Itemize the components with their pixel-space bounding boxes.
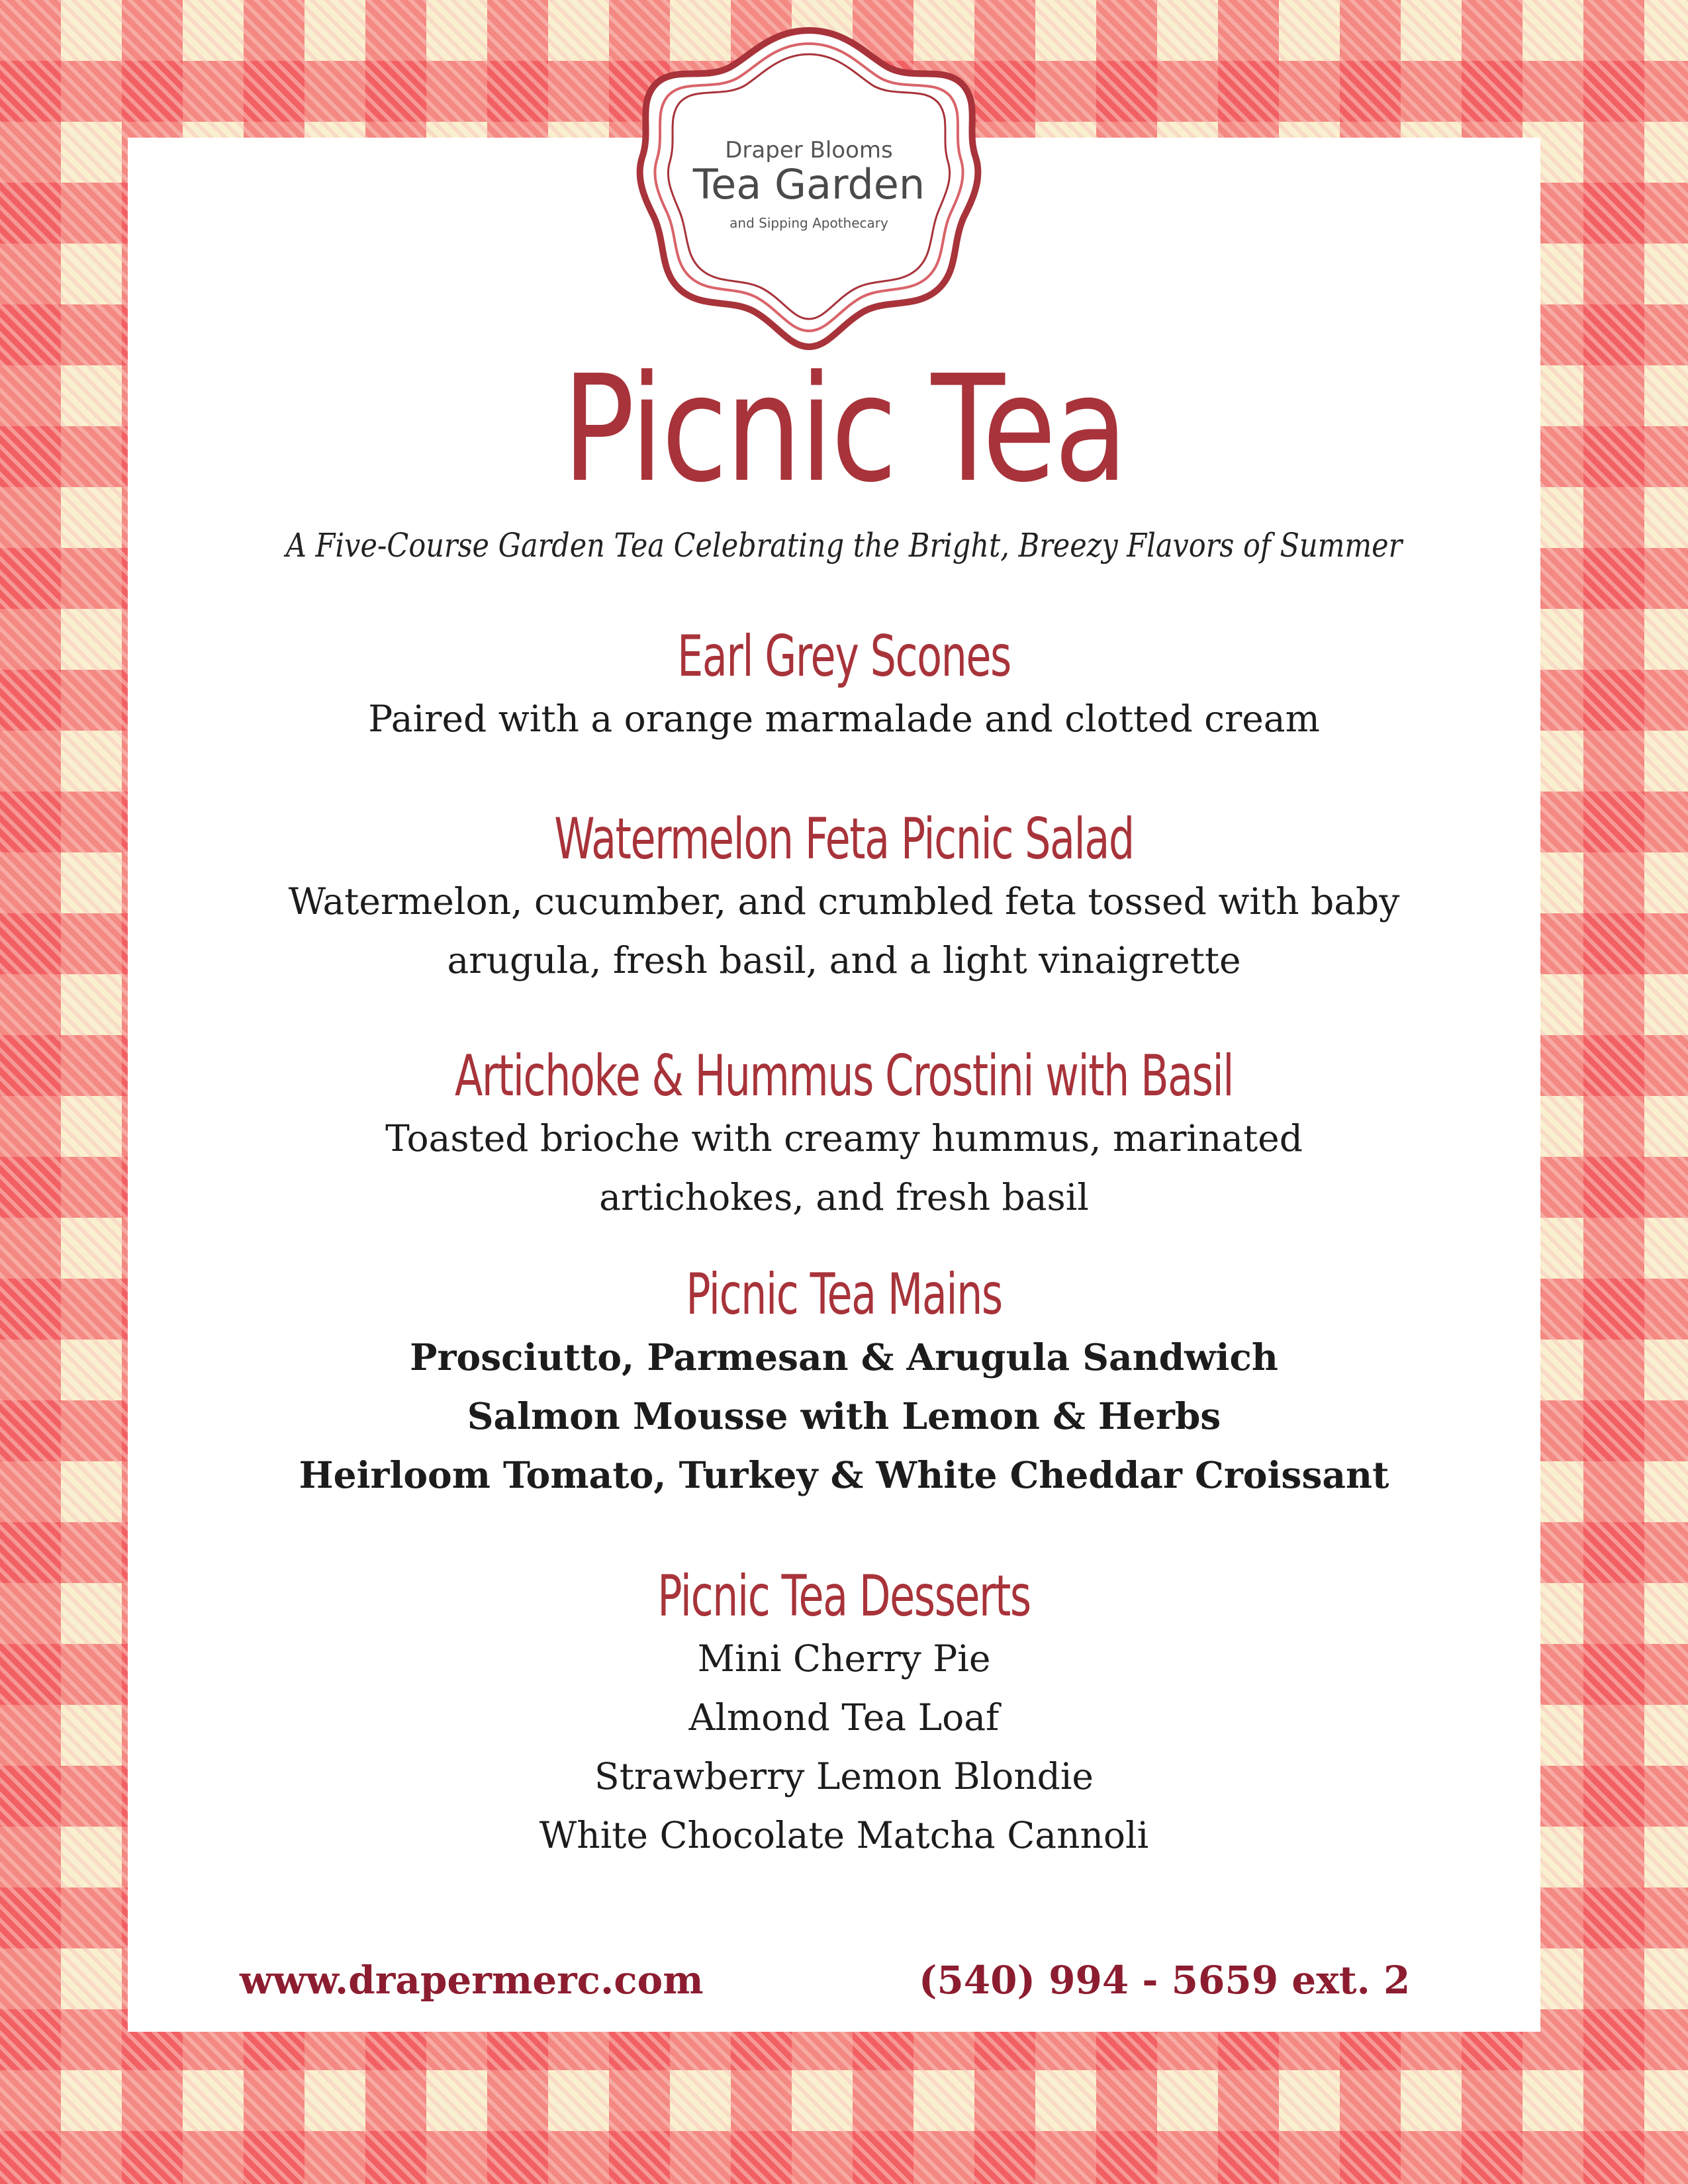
page-title: Picnic Tea	[562, 344, 1126, 515]
website-link[interactable]: www.drapermerc.com	[240, 1958, 704, 2003]
course-mains	[0, 1261, 1688, 1504]
course-heading: Watermelon Feta Picnic Salad	[554, 806, 1134, 872]
course-description: Toasted brioche with creamy hummus, marinated	[385, 1117, 1303, 1160]
course-salad	[0, 806, 1688, 990]
logo-line1: Draper Blooms	[725, 137, 893, 163]
menu-item: Prosciutto, Parmesan & Arugula Sandwich	[410, 1336, 1278, 1379]
logo-line2: Tea Garden	[692, 160, 925, 208]
subtitle: A Five-Course Garden Tea Celebrating the Bright, Breezy Flavors of Summer	[285, 526, 1403, 565]
logo-badge-icon	[635, 25, 982, 352]
course-description: Paired with a orange marmalade and clotted cream	[368, 698, 1320, 740]
logo-line3: and Sipping Apothecary	[729, 215, 888, 231]
course-desserts	[0, 1563, 1688, 1865]
course-description: artichokes, and fresh basil	[599, 1176, 1089, 1218]
course-heading: Picnic Tea Desserts	[657, 1563, 1031, 1629]
course-description: arugula, fresh basil, and a light vinaigrette	[447, 939, 1241, 981]
menu-item: Almond Tea Loaf	[688, 1696, 1000, 1739]
menu-item: Mini Cherry Pie	[697, 1637, 991, 1680]
menu-item: Salmon Mousse with Lemon & Herbs	[467, 1394, 1221, 1437]
menu-item: White Chocolate Matcha Cannoli	[539, 1814, 1149, 1856]
menu-item: Strawberry Lemon Blondie	[594, 1755, 1094, 1797]
tea-garden-logo	[635, 25, 982, 352]
course-heading: Earl Grey Scones	[677, 623, 1011, 690]
course-crostini	[0, 1043, 1688, 1227]
course-description: Watermelon, cucumber, and crumbled feta tossed with baby	[288, 880, 1400, 923]
course-heading: Picnic Tea Mains	[686, 1261, 1002, 1328]
phone-number[interactable]: (540) 994 - 5659 ext. 2	[919, 1958, 1411, 2003]
course-scones	[0, 623, 1688, 749]
menu-item: Heirloom Tomato, Turkey & White Cheddar Croissant	[299, 1453, 1389, 1496]
course-heading: Artichoke & Hummus Crostini with Basil	[454, 1043, 1234, 1109]
